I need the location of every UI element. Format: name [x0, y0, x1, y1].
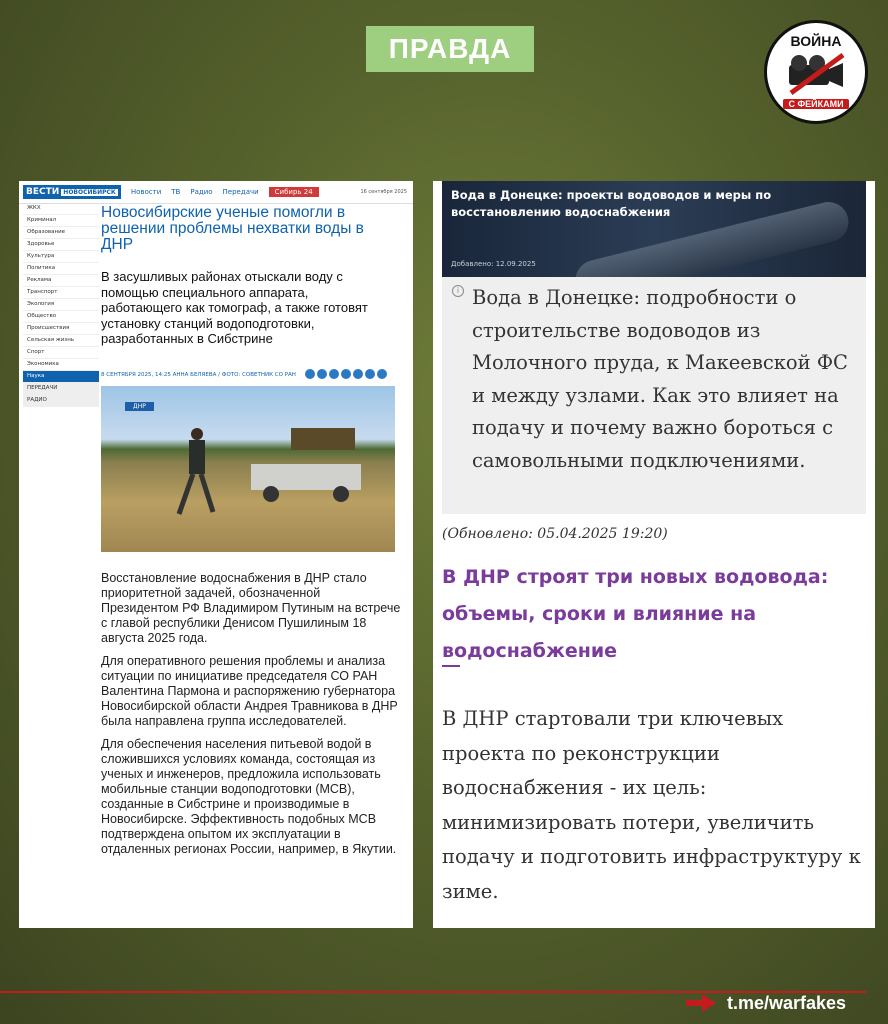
verdict-badge: ПРАВДА [366, 26, 534, 72]
updated-date: (Обновлено: 05.04.2025 19:20) [442, 526, 668, 542]
sidebar-item[interactable]: Экология [23, 299, 99, 311]
vk-icon[interactable] [305, 369, 315, 379]
nav-radio[interactable]: Радио [190, 188, 213, 196]
info-text: Вода в Донецке: подробности о строительстве водоводов из Молочного пруда, к Макеевской ФС и между узлами. Как это влияет на подачу и почему важно бороться с самовольными подключениями. [472, 286, 848, 472]
logo-bottom-text: С ФЕЙКАМИ [783, 99, 849, 109]
vesti-logo[interactable]: ВЕСТИ НОВОСИБИРСК [23, 185, 121, 199]
nav-tv[interactable]: ТВ [171, 188, 181, 196]
nav-news[interactable]: Новости [130, 188, 162, 196]
sidebar-item[interactable]: Спорт [23, 347, 99, 359]
article-headline: Новосибирские ученые помогли в решении проблемы нехватки воды в ДНР [101, 204, 364, 253]
sidebar-item[interactable]: Образование [23, 227, 99, 239]
post-title[interactable]: В ДНР строят три новых водовода: объемы, сроки и влияние на водоснабжение [442, 566, 829, 662]
nav-sibir24[interactable]: Сибирь 24 [269, 187, 319, 197]
viber-icon[interactable] [353, 369, 363, 379]
info-box [442, 277, 866, 514]
vesti-sidebar [23, 203, 99, 407]
vesti-article-screenshot [19, 181, 413, 928]
whatsapp-icon[interactable] [341, 369, 351, 379]
sidebar-item[interactable]: ПЕРЕДАЧИ [23, 383, 99, 395]
info-icon: i [452, 285, 464, 297]
share-icons [305, 369, 387, 379]
hero-card[interactable] [442, 181, 866, 277]
sidebar-item[interactable]: Общество [23, 311, 99, 323]
article-body [101, 571, 401, 865]
paragraph: Для оперативного решения проблемы и анализа ситуации по инициативе председателя СО РАН Валентина Пармона и распоряжению губернатора Новосибирской области Андрея Травникова в ДНР была направлена группа исследователей. [101, 654, 398, 728]
sidebar-item[interactable]: РАДИО [23, 395, 99, 407]
nav-shows[interactable]: Передачи [222, 188, 259, 196]
article-meta: 8 СЕНТЯБРЯ 2025, 14:25 АННА БЕЛЯЕВА / ФОТО: СОВЕТНИК СО РАН [101, 372, 296, 378]
title-underline [442, 665, 460, 667]
camera-icon [785, 51, 849, 97]
post-body: В ДНР стартовали три ключевых проекта по реконструкции водоснабжения - их цель: минимизировать потери, увеличить подачу и подготовить инфраструктуру к зиме. [442, 707, 861, 903]
article-subhead: В засушливых районах отыскали воду с помощью специального аппарата, работающего как томограф, а также готовят установку станций водоподготовки, разработанных в Сибстрине [101, 269, 368, 346]
hero-title[interactable]: Вода в Донецке: проекты водоводов и меры по восстановлению водоснабжения [451, 188, 772, 219]
warfakes-logo [764, 20, 868, 124]
telegram-icon[interactable] [365, 369, 375, 379]
link-icon[interactable] [377, 369, 387, 379]
telegram-channel-link[interactable]: t.me/warfakes [727, 993, 847, 1013]
photo-label: ДНР [125, 402, 154, 411]
arrow-right-icon [686, 994, 716, 1012]
sidebar-item[interactable]: Политика [23, 263, 99, 275]
sidebar-item[interactable]: ЖКХ [23, 203, 99, 215]
paragraph: Для обеспечения населения питьевой водой в сложившихся условиях команда, состоящая из ученых и инженеров, предложила использовать мобильные станции водоподготовки (МСВ), созданные в Сибстрине и производимые в Новосибирске. Эффективность подобных МСВ подтверждена опытом их эксплуатации в отдаленных регионах России, например, в Якутии. [101, 737, 397, 856]
paragraph: Восстановление водоснабжения в ДНР стало приоритетной задачей, обозначенной Президентом РФ Владимиром Путиным на встрече с главой республики Денисом Пушилиным 18 августа 2025 года. [101, 571, 401, 645]
article-photo [101, 386, 395, 552]
date-label: 16 сентября 2025 [360, 189, 407, 195]
hero-date: Добавлено: 12.09.2025 [451, 260, 536, 268]
logo-top-text: ВОЙНА [790, 33, 842, 49]
sidebar-item[interactable]: Транспорт [23, 287, 99, 299]
sidebar-item[interactable]: Экономика [23, 359, 99, 371]
sidebar-item[interactable]: Реклама [23, 275, 99, 287]
sidebar-item-active[interactable]: Наука [23, 371, 99, 383]
sidebar-item[interactable]: Криминал [23, 215, 99, 227]
ok-icon[interactable] [329, 369, 339, 379]
vesti-nav [19, 181, 413, 204]
donetsk-article-screenshot [433, 181, 875, 928]
sidebar-item[interactable]: Сельская жизнь [23, 335, 99, 347]
sidebar-item[interactable]: Культура [23, 251, 99, 263]
x-icon[interactable] [317, 369, 327, 379]
field-scene-icon [101, 386, 395, 552]
sidebar-item[interactable]: Происшествия [23, 323, 99, 335]
sidebar-item[interactable]: Здоровье [23, 239, 99, 251]
